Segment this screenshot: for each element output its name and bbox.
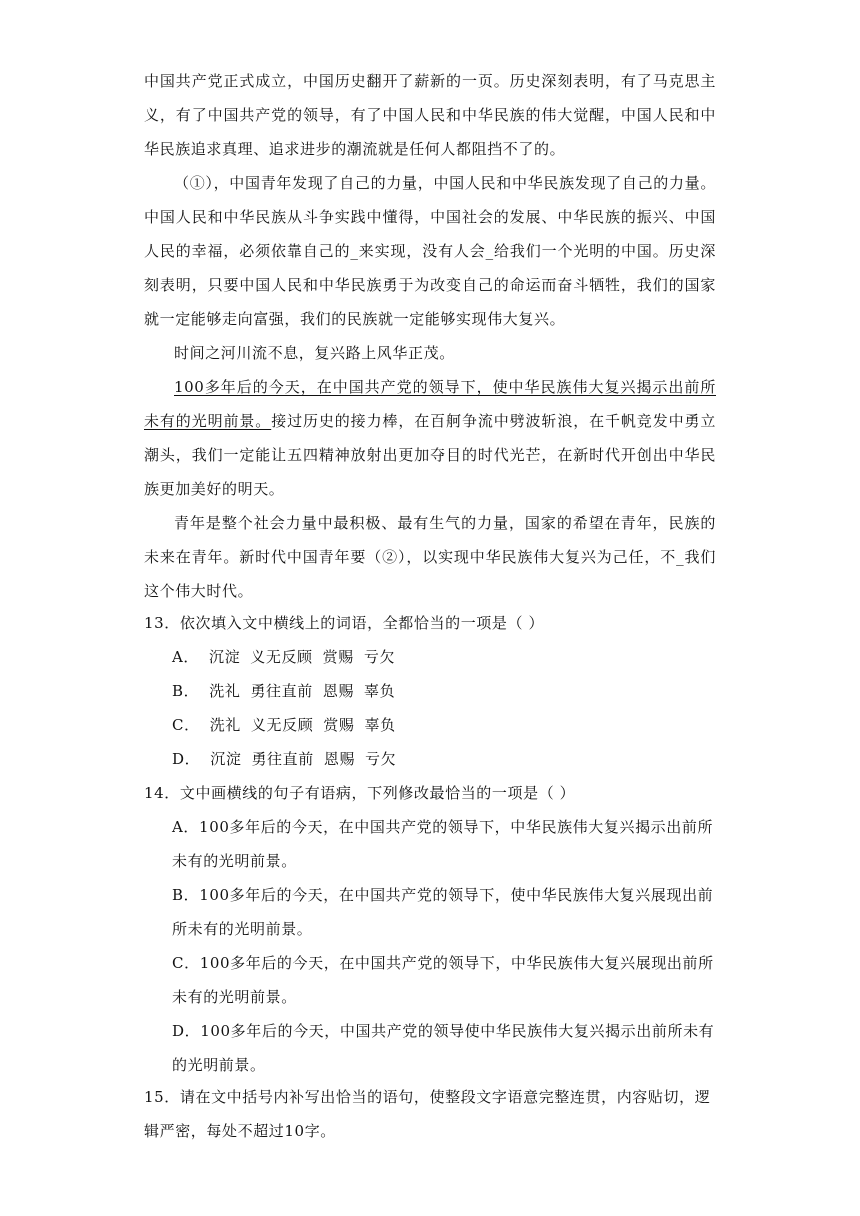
- question-14-option-c[interactable]: [172, 946, 716, 1014]
- passage-paragraph-5: 青年是整个社会力量中最积极、最有生气的力量，国家的希望在青年，民族的未来在青年。新时代中国青年要（②），以实现中华民族伟大复兴为己任，不_我们这个伟大时代。: [144, 514, 716, 600]
- option-word: 洗礼: [209, 682, 241, 700]
- option-text: 100多年后的今天，中国共产党的领导使中华民族伟大复兴揭示出前所未有的光明前景。: [172, 1022, 715, 1074]
- option-label: D．: [172, 750, 201, 768]
- option-word: 勇往直前: [251, 750, 314, 768]
- option-word: 义无反顾: [250, 716, 314, 734]
- option-label: A．: [172, 648, 200, 666]
- option-word: 沉淀: [210, 750, 242, 768]
- option-label: B．: [172, 886, 200, 904]
- question-14-stem: 14．文中画横线的句子有语病，下列修改最恰当的一项是（ ）: [144, 784, 576, 802]
- option-word: 恩赐: [322, 682, 355, 700]
- option-word: 沉淀: [209, 648, 241, 666]
- option-word: 赏赐: [323, 716, 355, 734]
- question-14-option-d[interactable]: [172, 1014, 716, 1082]
- option-word: 亏欠: [365, 750, 397, 768]
- option-text: 100多年后的今天，在中国共产党的领导下，中华民族伟大复兴展现出前所未有的光明前景。: [172, 954, 714, 1006]
- option-word: 赏赐: [322, 648, 354, 666]
- question-13-stem: 13．依次填入文中横线上的词语，全都恰当的一项是（ ）: [144, 614, 545, 632]
- option-word: 辜负: [364, 682, 396, 700]
- option-label: C．: [172, 954, 200, 972]
- option-text: 100多年后的今天，在中国共产党的领导下，中华民族伟大复兴揭示出前所未有的光明前景。: [172, 818, 714, 870]
- passage-paragraph-4-rest: 接过历史的接力棒，在百舸争流中劈波斩浪，在千帆竞发中勇立潮头，我们一定能让五四精神放射出更加夺目的时代光芒，在新时代开创出中华民族更加美好的明天。: [144, 412, 716, 498]
- passage-paragraph-1: 中国共产党正式成立，中国历史翻开了薪新的一页。历史深刻表明，有了马克思主义，有了中国共产党的领导，有了中国人民和中华民族的伟大觉醒，中国人民和中华民族追求真理、追求进步的潮流就是任何人都阻挡不了的。: [144, 72, 716, 158]
- option-word: 辜负: [364, 716, 396, 734]
- question-13-option-d[interactable]: [172, 742, 716, 776]
- question-13-option-b[interactable]: [172, 674, 716, 708]
- option-word: 亏欠: [363, 648, 396, 666]
- question-15-stem: 15．请在文中括号内补写出恰当的语句，使整段文字语意完整连贯，内容贴切，逻辑严密，每处不超过10字。: [144, 1088, 711, 1140]
- option-label: A．: [172, 818, 200, 836]
- option-label: B．: [172, 682, 200, 700]
- passage-paragraph-3: 时间之河川流不息，复兴路上风华正茂。: [174, 344, 455, 362]
- underlined-sentence: 100多年后的今天，在中国共产党的领导下，使中华民族伟大复兴揭示出前所未有的光明前景。: [144, 378, 716, 430]
- option-word: 恩赐: [323, 750, 356, 768]
- question-14-option-b[interactable]: [172, 878, 716, 946]
- option-text: 100多年后的今天，在中国共产党的领导下，使中华民族伟大复兴展现出前所未有的光明前景。: [172, 886, 714, 938]
- question-13-option-c[interactable]: [172, 708, 716, 742]
- option-label: D．: [172, 1022, 201, 1040]
- question-14-option-a[interactable]: [172, 810, 716, 878]
- option-word: 勇往直前: [250, 682, 313, 700]
- option-word: 洗礼: [209, 716, 241, 734]
- passage-paragraph-2: （①），中国青年发现了自己的力量，中国人民和中华民族发现了自己的力量。中国人民和中华民族从斗争实践中懂得，中国社会的发展、中华民族的振兴、中国人民的幸福，必须依靠自己的_来实现，没有人会_给我们一个光明的中国。历史深刻表明，只要中国人民和中华民族勇于为改变自己的命运而奋斗牺牲，我们的国家就一定能够走向富强，我们的民族就一定能够实现伟大复兴。: [144, 174, 716, 328]
- option-word: 义无反顾: [250, 648, 313, 666]
- passage-paragraph-4: [144, 370, 716, 506]
- question-13-option-a[interactable]: [172, 640, 716, 674]
- option-label: C．: [172, 716, 200, 734]
